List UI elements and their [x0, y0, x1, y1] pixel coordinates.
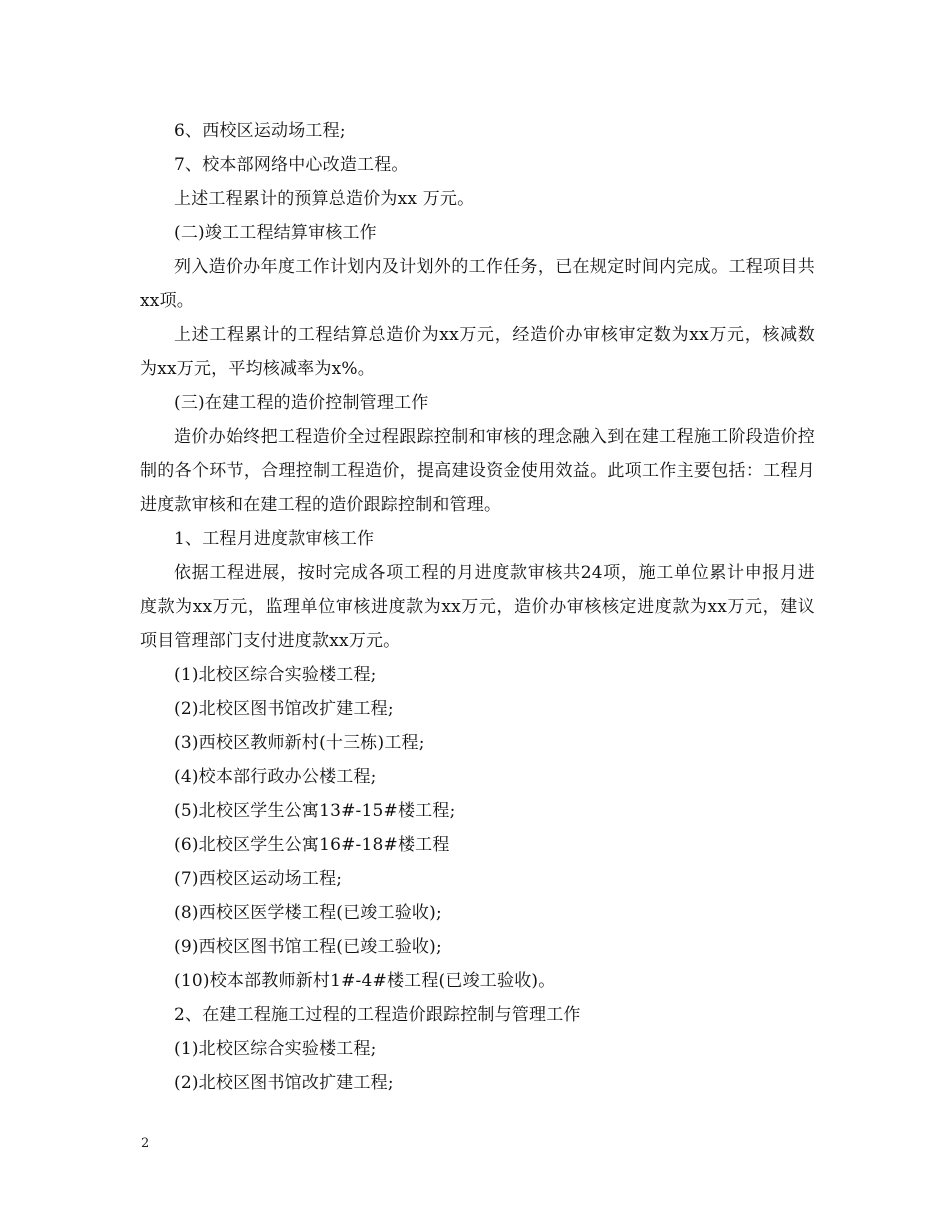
subheading-monthly-progress-audit: 1、工程月进度款审核工作 — [174, 529, 375, 549]
list-item: (2)北校区图书馆改扩建工程; — [174, 699, 394, 719]
list-item: (10)校本部教师新村1#-4#楼工程(已竣工验收)。 — [174, 971, 556, 991]
page-number: 2 — [141, 1136, 150, 1151]
list-item-network-center: 7、校本部网络中心改造工程。 — [174, 155, 409, 175]
cost-control-paragraph: 造价办始终把工程造价全过程跟踪控制和审核的理念融入到在建工程施工阶段造价控制的各个环节，合理控制工程造价，提高建设资金使用效益。此项工作主要包括：工程月进度款审核和在建工程的造价跟踪控制和管理。 — [140, 427, 815, 515]
monthly-progress-paragraph: 依据工程进展，按时完成各项工程的月进度款审核共24项，施工单位累计申报月进度款为xx万元，监理单位审核进度款为xx万元，造价办审核核定进度款为xx万元，建议项目管理部门支付进度款xx万元。 — [140, 563, 815, 651]
list-item: (1)北校区综合实验楼工程; — [174, 665, 377, 685]
list-item: (3)西校区教师新村(十三栋)工程; — [174, 733, 425, 753]
list-item: (9)西校区图书馆工程(已竣工验收); — [174, 937, 442, 957]
settlement-total-paragraph: 上述工程累计的工程结算总造价为xx万元，经造价办审核审定数为xx万元，核减数为xx万元，平均核减率为x%。 — [140, 325, 815, 379]
section-heading-settlement-audit: (二)竣工工程结算审核工作 — [174, 223, 377, 243]
subheading-cost-tracking: 2、在建工程施工过程的工程造价跟踪控制与管理工作 — [174, 1005, 581, 1025]
settlement-task-paragraph: 列入造价办年度工作计划内及计划外的工作任务，已在规定时间内完成。工程项目共xx项。 — [140, 257, 815, 311]
section-heading-cost-control: (三)在建工程的造价控制管理工作 — [174, 393, 429, 413]
list-item: (8)西校区医学楼工程(已竣工验收); — [174, 903, 442, 923]
list-item: (7)西校区运动场工程; — [174, 869, 343, 889]
list-item: (2)北校区图书馆改扩建工程; — [174, 1073, 394, 1093]
list-item: (5)北校区学生公寓13#-15#楼工程; — [174, 801, 456, 821]
list-item: (1)北校区综合实验楼工程; — [174, 1039, 377, 1059]
list-item: (6)北校区学生公寓16#-18#楼工程 — [174, 835, 450, 855]
list-item-west-campus-sports-field: 6、西校区运动场工程; — [174, 121, 346, 141]
document-body — [140, 114, 815, 1100]
list-item: (4)校本部行政办公楼工程; — [174, 767, 377, 787]
budget-total-paragraph: 上述工程累计的预算总造价为xx 万元。 — [174, 189, 475, 209]
